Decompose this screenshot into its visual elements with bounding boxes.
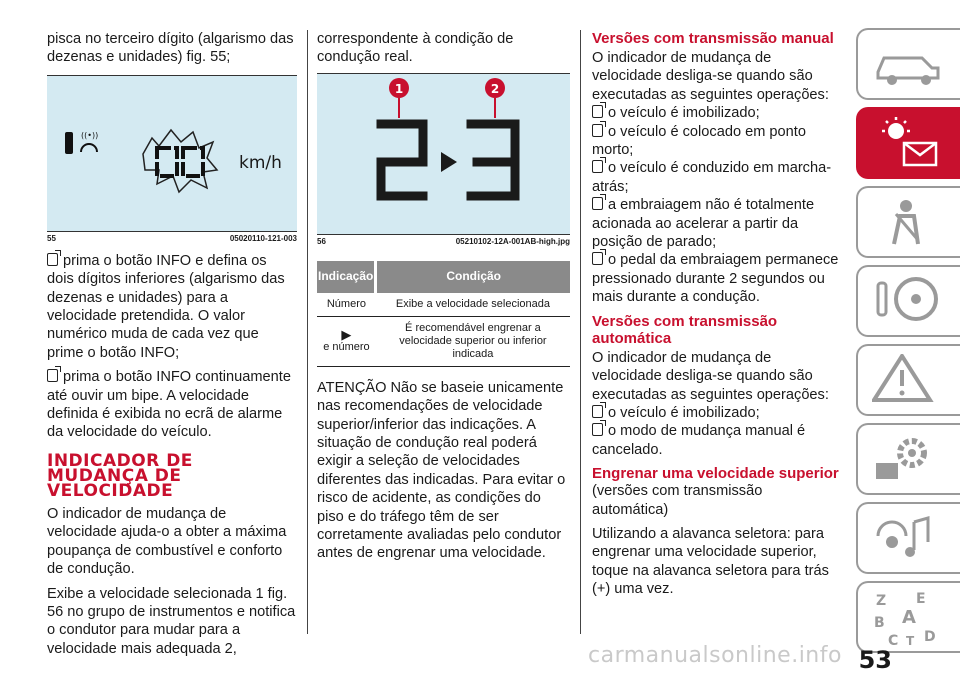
table-row [317,293,570,317]
service-icon [872,433,942,483]
bullet-item: o veículo é imobilizado; [592,104,840,122]
svg-text:((•)): ((•)) [81,130,99,140]
breakdown-icon [872,354,942,404]
index-icon [872,591,942,647]
index-letter: C [888,633,899,647]
warning-text: ATENÇÃO Não se baseie unicamente nas recomendações de velocidade superior/inferior das indicações. A situação de condução real poderá exigir a seleção de velocidades diferentes das indicadas. Para evitar o risco de acidente, as condições do piso e do tráfego têm de ser corretamente avaliadas pelo condutor antes de engrenar uma velocidade. [317,379,566,562]
indicator-table [317,261,570,367]
subheading: Versões com transmissão manual [592,30,834,47]
tab-driving[interactable] [856,265,960,337]
paragraph: O indicador de mudança de velocidade desliga-se quando são executadas as seguintes operações: [592,349,829,403]
bullet-item: o veículo é conduzido em marcha-atrás; [592,160,832,195]
tab-warning-lights[interactable] [856,107,960,179]
index-letter: D [924,629,936,645]
tab-index[interactable] [856,581,960,653]
paragraph: pisca no terceiro dígito (algarismo das dezenas e unidades) fig. 55; [47,31,294,66]
subheading: Versões com transmissão automática [592,312,778,347]
table-cell: Exibe a velocidade selecionada [376,293,570,317]
paragraph: Utilizando a alavanca seletora: para engrenar uma velocidade superior, toque na alavanca seletora para trás (+) uma vez. [592,525,829,598]
table-cell: É recomendável engrenar a velocidade superior ou inferior indicada [376,316,570,366]
bullet-item: o pedal da embraiagem permanece pressionado durante 2 segundos ou mais durante a condução. [592,252,839,306]
marker-1: 1 [394,81,404,96]
paragraph: O indicador de mudança de velocidade desliga-se quando são executadas as seguintes operações: [592,50,829,103]
column-3 [592,30,840,605]
table-cell: Número [317,293,376,317]
table-header: Condição [376,261,570,293]
column-divider [580,30,581,634]
steering-wheel-icon [872,275,942,325]
warning-lights-icon [872,117,942,167]
tab-car[interactable] [856,28,960,100]
figure-56 [317,73,570,234]
bullet-icon [47,369,58,382]
table-row [317,316,570,366]
bullet-item: o veículo é colocado em ponto morto; [592,123,806,159]
bullet-icon [592,105,603,118]
index-letter: E [916,591,926,607]
table-cell: ▶ e número [317,316,376,366]
car-icon [872,38,942,88]
tab-breakdown[interactable] [856,344,960,416]
table-header: Indicação [317,261,376,293]
gear-display-figure-56 [317,74,570,234]
tab-service[interactable] [856,423,960,495]
multimedia-icon [872,512,942,562]
bullet-icon [592,197,603,210]
column-2 [317,30,570,569]
bullet-icon [592,423,603,436]
watermark: carmanualsonline.info [588,643,842,668]
subheading-note: (versões com transmissão automática) [592,483,763,518]
tab-multimedia[interactable] [856,502,960,574]
table-header-row [317,261,570,293]
chapter-tabs [856,28,960,660]
index-letter: T [906,634,915,647]
paragraph: Exibe a velocidade selecionada 1 fig. 56 no grupo de instrumentos e notifica o condutor para mudar para a velocidade mais adequada 2, [47,585,296,657]
page-number: 53 [858,646,892,674]
bullet-item: prima o botão INFO e defina os dois dígitos inferiores (algarismo das dezenas e unidades) para a velocidade pretendida. O valor numérico muda de cada vez que prime o botão INFO; [47,252,285,361]
paragraph: O indicador de mudança de velocidade ajuda-o a obter a máxima poupança de combustível e conforto de condução. [47,505,287,578]
bullet-icon [592,124,603,137]
figure-55 [47,75,297,231]
section-heading: INDICADOR DE MUDANÇA DE VELOCIDADE [47,450,193,501]
bullet-item: o modo de mudança manual é cancelado. [592,423,806,458]
bullet-item: a embraiagem não é totalmente acionada ao acelerar a partir da posição de parado; [592,197,815,251]
bullet-icon [47,253,58,266]
paragraph: correspondente à condição de condução real. [317,31,514,66]
index-letter: Z [876,593,887,609]
safety-icon [872,196,942,246]
bullet-item: o veículo é imobilizado; [592,404,840,422]
marker-2: 2 [490,81,500,96]
bullet-icon [592,405,603,418]
bullet-item: prima o botão INFO continuamente até ouvir um bipe. A velocidade definida é exibida no ecrã de alarme da velocidade do veículo. [47,369,291,441]
subheading: Engrenar uma velocidade superior [592,465,839,483]
figure-caption: 55 05020110-121-003 [47,231,297,244]
column-1 [47,30,297,664]
column-divider [307,30,308,634]
index-letter: A [902,607,916,628]
bullet-icon [592,160,603,173]
index-letter: B [874,615,885,631]
tab-safety[interactable] [856,186,960,258]
arrow-icon: ▶ [341,327,352,343]
bullet-icon [592,252,603,265]
figure-caption: 56 05210102-12A-001AB-high.jpg [317,234,570,247]
speed-unit: km/h [239,152,282,173]
